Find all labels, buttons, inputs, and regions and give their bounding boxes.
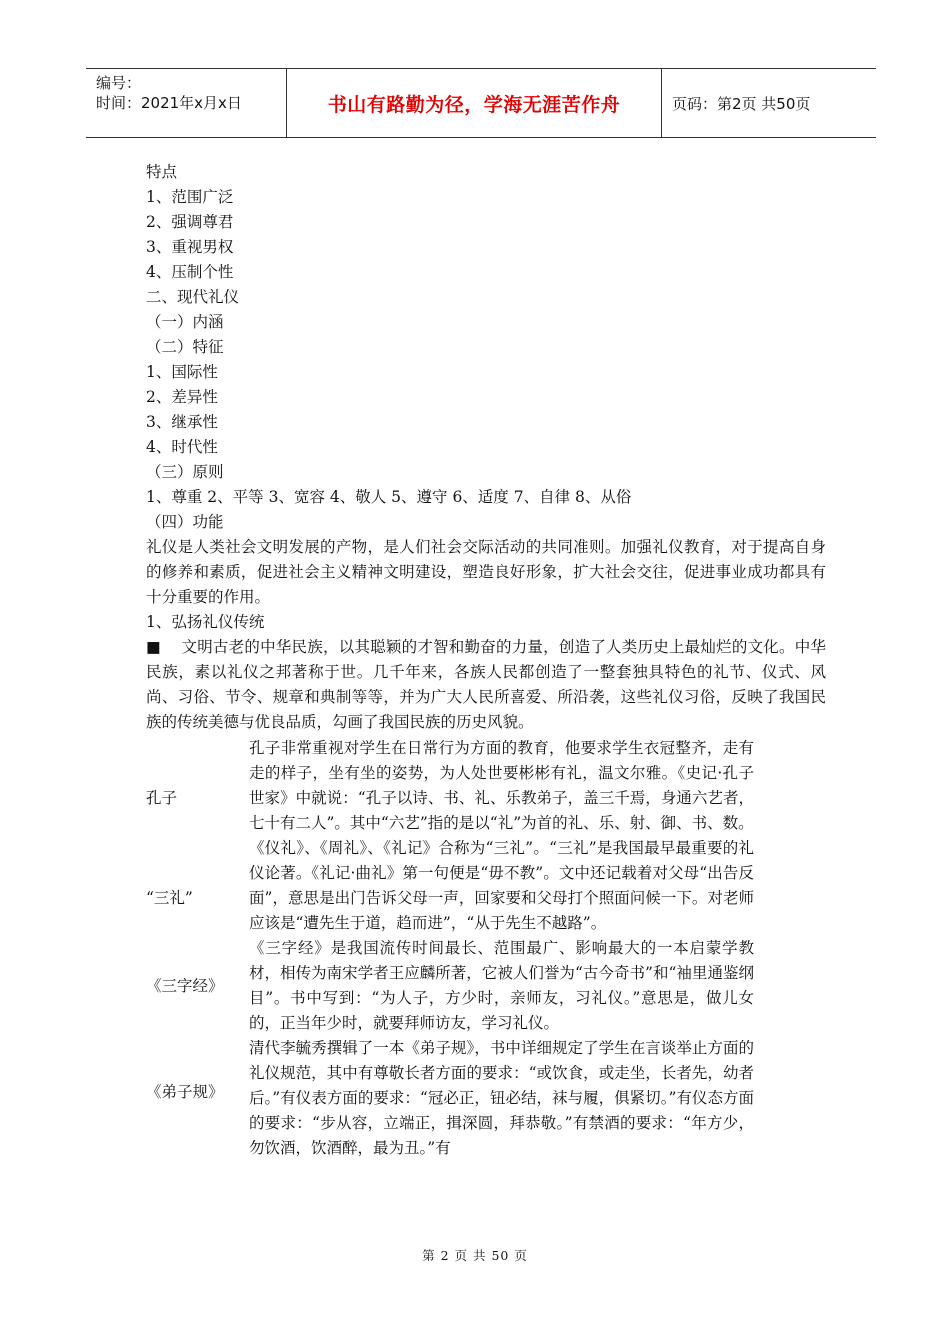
note-label: 孔子 <box>146 789 178 807</box>
note-label: 《弟子规》 <box>146 1083 224 1101</box>
function-paragraph: 礼仪是人类社会文明发展的产物，是人们社会交际活动的共同准则。加强礼仪教育，对于提高自身的修养和素质，促进社会主义精神文明建设，塑造良好形象，扩大社会交往，促进事业成功都具有十分重要的作用。 <box>146 538 826 606</box>
subsection-heading: （一）内涵 <box>146 313 224 331</box>
header-motto: 书山有路勤为径，学海无涯苦作舟 <box>327 94 621 116</box>
list-item: 2、差异性 <box>146 388 218 406</box>
header-table <box>86 68 876 138</box>
list-item: 1、国际性 <box>146 363 218 381</box>
note-text: 孔子非常重视对学生在日常行为方面的教育，他要求学生衣冠整齐，走有走的样子，坐有坐的姿势，为人处世要彬彬有礼，温文尔雅。《史记·孔子世家》中就说：“孔子以诗、书、礼、乐教弟子，盖三千焉，身通六艺者，七十有二人”。其中“六艺”指的是以“礼”为首的礼、乐、射、御、书、数。 <box>249 739 754 832</box>
subheading: 1、弘扬礼仪传统 <box>146 613 265 631</box>
subsection-heading: （二）特征 <box>146 338 224 356</box>
list-item: 3、重视男权 <box>146 238 234 256</box>
header-page-number: 页码：第2页 共50页 <box>672 95 811 113</box>
tradition-paragraph <box>146 635 826 735</box>
main-content <box>146 160 826 735</box>
header-motto-cell <box>286 69 662 137</box>
note-text: 《仪礼》、《周礼》、《礼记》合称为“三礼”。“三礼”是我国最早最重要的礼仪论著。《礼记·曲礼》第一句便是“毋不教”。文中还记载着对父母“出告反面”，意思是出门告诉父母一声，回家要和父母打个照面问候一下。对老师应该是“遭先生于道，趋而进”，“从于先生不越路”。 <box>249 839 754 932</box>
list-item: 4、压制个性 <box>146 263 234 281</box>
subsection-heading: （四）功能 <box>146 513 224 531</box>
note-label: “三礼” <box>146 889 193 907</box>
header-page-cell <box>660 69 876 137</box>
list-item: 4、时代性 <box>146 438 218 456</box>
section-heading: 特点 <box>146 163 178 181</box>
list-item: 3、继承性 <box>146 413 218 431</box>
page-footer: 第 2 页 共 50 页 <box>422 1248 528 1263</box>
note-label: 《三字经》 <box>146 977 224 995</box>
note-text: 清代李毓秀撰辑了一本《弟子规》，书中详细规定了学生在言谈举止方面的礼仪规范，其中有尊敬长者方面的要求：“或饮食，或走坐，长者先，幼者后。”有仪表方面的要求：“冠必正，钮必结，袜与履，俱紧切。”有仪态方面的要求：“步从容，立端正，揖深圆，拜恭敬。”有禁酒的要求：“年方少，勿饮酒，饮酒醉，最为丑。”有 <box>249 1039 754 1157</box>
notes-table <box>146 736 756 1161</box>
header-left-cell <box>86 69 286 137</box>
note-row <box>146 836 756 936</box>
bullet-square-icon: ■ <box>146 638 161 656</box>
list-item: 1、范围广泛 <box>146 188 234 206</box>
note-row <box>146 936 756 1036</box>
note-row <box>146 736 756 836</box>
subsection-heading: （三）原则 <box>146 463 224 481</box>
note-row <box>146 1036 756 1161</box>
document-id-label: 编号： <box>96 74 142 92</box>
tradition-text: 文明古老的中华民族，以其聪颖的才智和勤奋的力量，创造了人类历史上最灿烂的文化。中华民族，素以礼仪之邦著称于世。几千年来，各族人民都创造了一整套独具特色的礼节、仪式、风尚、习俗、节令、规章和典制等等，并为广大人民所喜爱、所沿袭，这些礼仪习俗，反映了我国民族的传统美德与优良品质，勾画了我国民族的历史风貌。 <box>146 638 826 731</box>
note-text: 《三字经》是我国流传时间最长、范围最广、影响最大的一本启蒙学教材，相传为南宋学者王应麟所著，它被人们誉为“古今奇书”和“袖里通鉴纲目”。书中写到：“为人子，方少时，亲师友，习礼仪。”意思是，做儿女的，正当年少时，就要拜师访友，学习礼仪。 <box>249 939 754 1032</box>
list-item: 2、强调尊君 <box>146 213 234 231</box>
document-time-label: 时间：2021年x月x日 <box>96 94 242 112</box>
principles-list: 1、尊重 2、平等 3、宽容 4、敬人 5、遵守 6、适度 7、自律 8、从俗 <box>146 488 632 506</box>
section-heading: 二、现代礼仪 <box>146 288 240 306</box>
